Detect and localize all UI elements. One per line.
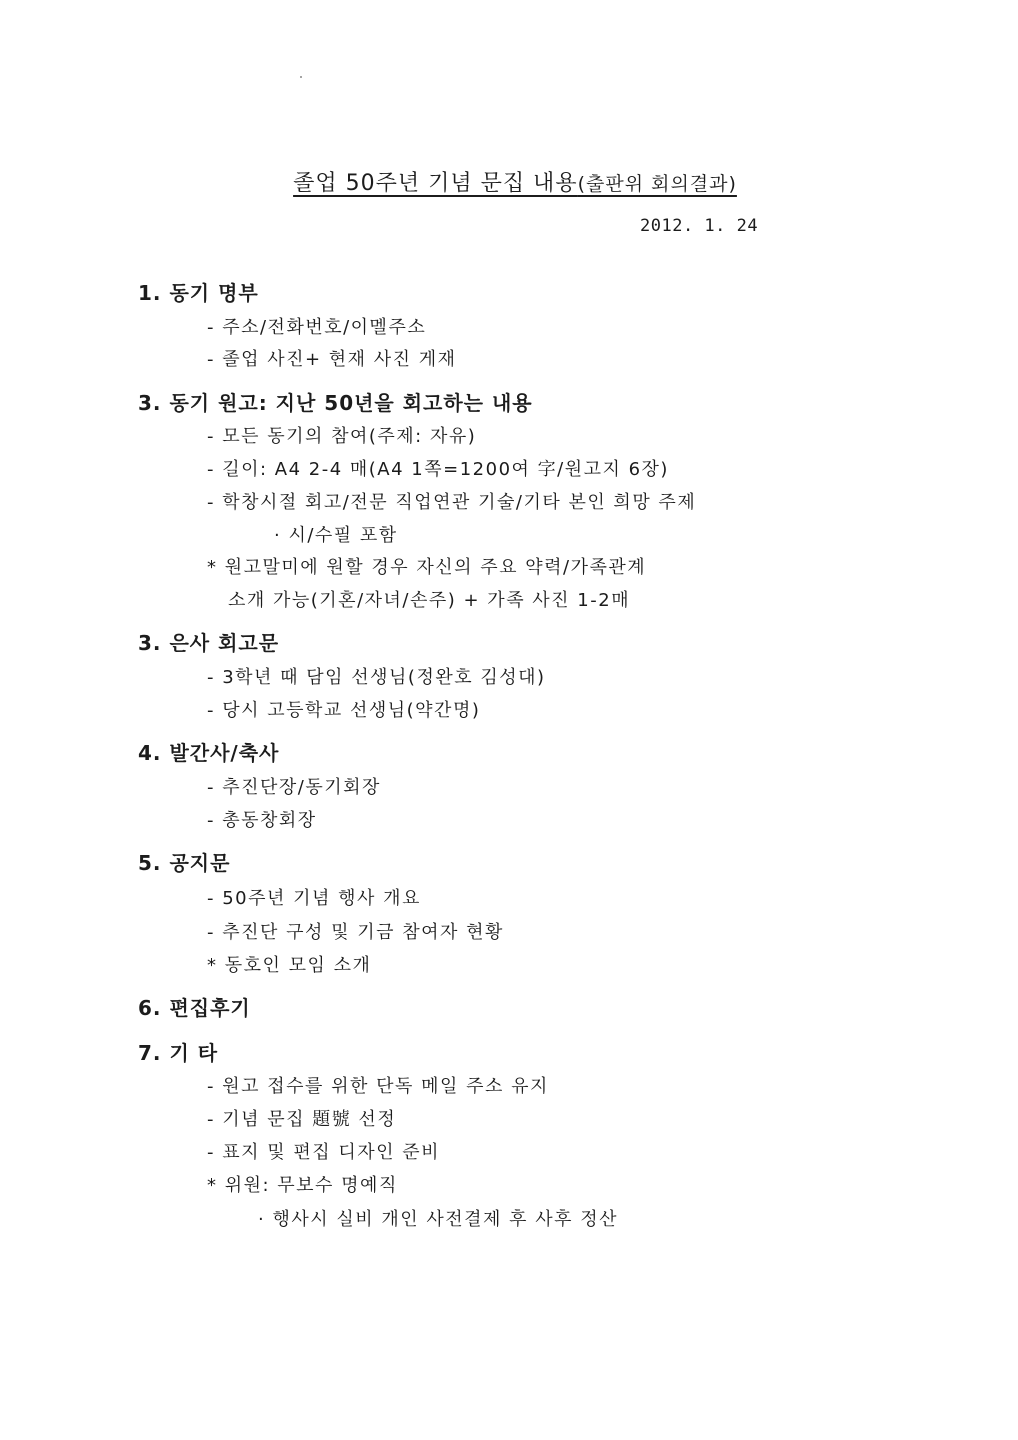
document-title bbox=[0, 166, 1018, 197]
section-heading: 6. 편집후기 bbox=[138, 996, 251, 1020]
document-date: 2012. 1. 24 bbox=[640, 216, 759, 236]
scan-speck bbox=[300, 76, 302, 78]
list-subitem: · 행사시 실비 개인 사전결제 후 사후 정산 bbox=[258, 1209, 618, 1230]
list-item: - 원고 접수를 위한 단독 메일 주소 유지 bbox=[207, 1076, 549, 1097]
list-item: - 기념 문집 題號 선정 bbox=[207, 1109, 397, 1130]
section-heading: 1. 동기 명부 bbox=[138, 281, 259, 305]
section-heading: 3. 은사 회고문 bbox=[138, 631, 280, 655]
list-item: - 주소/전화번호/이멜주소 bbox=[207, 317, 427, 338]
list-item: - 3학년 때 담임 선생님(정완호 김성대) bbox=[207, 667, 546, 688]
list-item: - 총동창회장 bbox=[207, 810, 317, 831]
section-heading: 4. 발간사/축사 bbox=[138, 741, 280, 765]
list-item: - 추진단 구성 및 기금 참여자 현황 bbox=[207, 922, 504, 943]
title-main: 졸업 50주년 기념 문집 내용 bbox=[293, 171, 578, 196]
list-subitem: · 시/수필 포함 bbox=[274, 525, 398, 546]
list-item: - 길이: A4 2-4 매(A4 1쪽=1200여 字/원고지 6장) bbox=[207, 459, 669, 480]
section-heading: 3. 동기 원고: 지난 50년을 회고하는 내용 bbox=[138, 391, 533, 415]
list-item: * 원고말미에 원할 경우 자신의 주요 약력/가족관계 bbox=[207, 557, 647, 578]
list-item: - 추진단장/동기회장 bbox=[207, 777, 381, 798]
list-item: - 모든 동기의 참여(주제: 자유) bbox=[207, 426, 477, 447]
list-item: - 50주년 기념 행사 개요 bbox=[207, 888, 421, 909]
list-item: - 표지 및 편집 디자인 준비 bbox=[207, 1142, 440, 1163]
list-item: - 졸업 사진+ 현재 사진 게재 bbox=[207, 349, 457, 370]
list-item: - 학창시절 회고/전문 직업연관 기술/기타 본인 희망 주제 bbox=[207, 492, 697, 513]
list-item: * 동호인 모임 소개 bbox=[207, 955, 372, 976]
title-sub: (출판위 회의결과) bbox=[577, 173, 737, 195]
list-item-continuation: 소개 가능(기혼/자녀/손주) + 가족 사진 1-2매 bbox=[228, 590, 631, 611]
list-item: * 위원: 무보수 명예직 bbox=[207, 1175, 398, 1196]
section-heading: 7. 기 타 bbox=[138, 1041, 219, 1065]
list-item: - 당시 고등학교 선생님(약간명) bbox=[207, 700, 481, 721]
section-heading: 5. 공지문 bbox=[138, 851, 231, 875]
